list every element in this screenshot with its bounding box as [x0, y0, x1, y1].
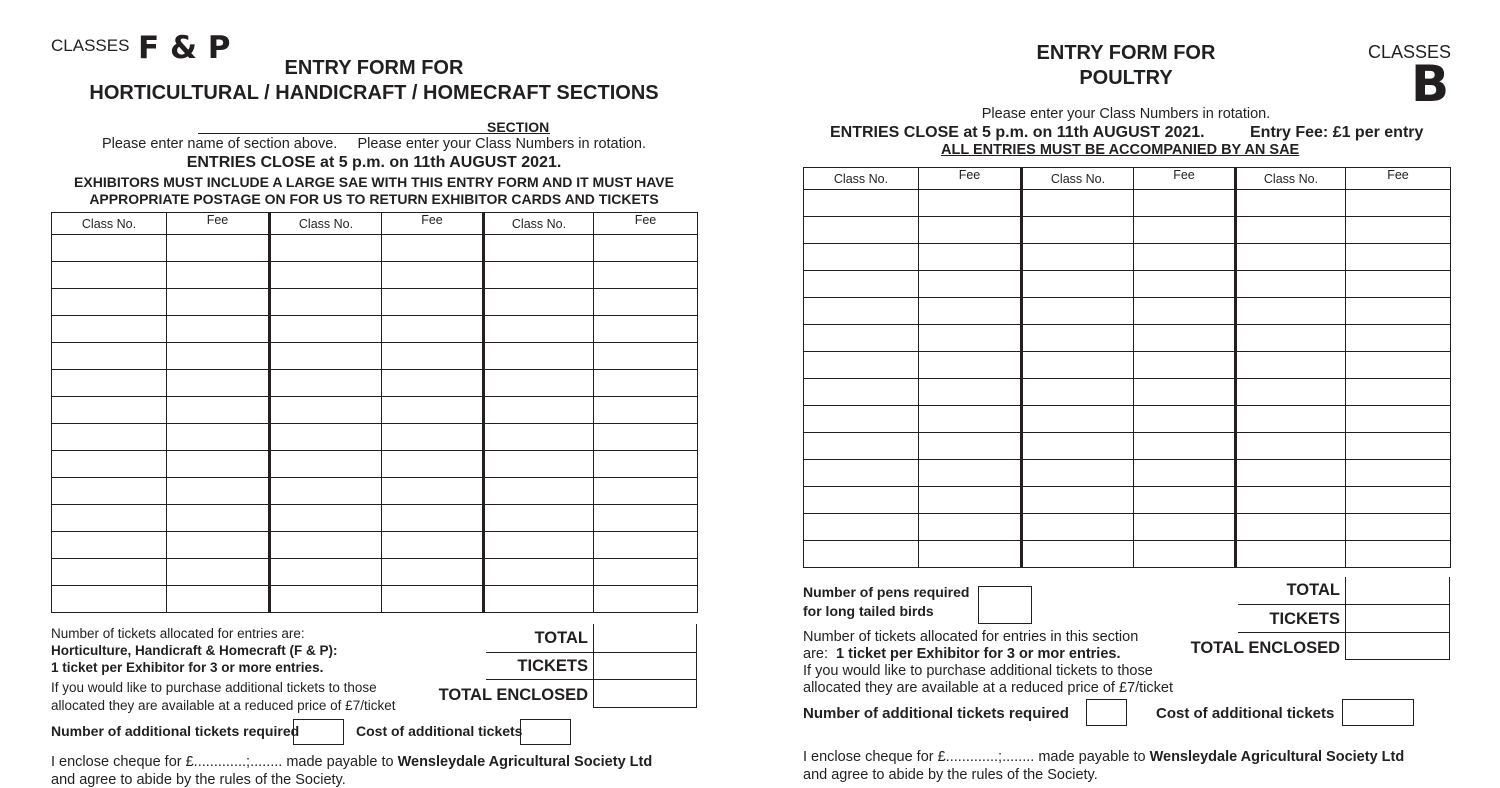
right-class-no-cell[interactable] [1022, 271, 1134, 298]
left-tickets-line3: 1 ticket per Exhibitor for 3 or more entries. [51, 660, 324, 675]
right-class-no-cell[interactable] [1236, 541, 1346, 568]
left-entries-close: ENTRIES CLOSE at 5 p.m. on 11th AUGUST 2021. [186, 154, 562, 171]
right-fee-cell[interactable] [1134, 271, 1236, 298]
right-fee-cell[interactable] [1134, 460, 1236, 487]
right-entry-row [804, 514, 1451, 541]
right-fee-cell[interactable] [919, 325, 1022, 352]
left-class-no-cell[interactable] [484, 586, 594, 613]
right-fee-cell[interactable] [1134, 433, 1236, 460]
right-entry-row [804, 190, 1451, 217]
right-entry-row [804, 244, 1451, 271]
right-entry-row [804, 433, 1451, 460]
left-entry-row [52, 235, 698, 262]
left-total-label: TOTAL [534, 629, 588, 647]
right-fee-cell[interactable] [1346, 487, 1451, 514]
right-class-no-cell[interactable] [1022, 190, 1134, 217]
left-fee-cell[interactable] [382, 235, 484, 262]
right-fee-cell[interactable] [1134, 352, 1236, 379]
right-tickets-line2-prefix: are: [803, 646, 837, 662]
left-col-fee-1: Fee [167, 213, 270, 235]
right-tickets-line1: Number of tickets allocated for entries in this section [803, 629, 1139, 645]
right-entries-table [803, 167, 1451, 568]
left-class-no-cell[interactable] [270, 262, 382, 289]
right-class-no-cell[interactable] [1022, 298, 1134, 325]
right-entry-row [804, 217, 1451, 244]
left-fee-cell[interactable] [382, 478, 484, 505]
left-tickets-line2: Horticulture, Handicraft & Homecraft (F & P): [51, 643, 338, 658]
left-col-class-no-3: Class No. [484, 213, 594, 235]
left-tickets-divider [486, 679, 594, 680]
left-class-no-cell[interactable] [270, 478, 382, 505]
right-class-no-cell[interactable] [1236, 298, 1346, 325]
pens-line2: for long tailed birds [803, 603, 934, 619]
right-entry-row [804, 271, 1451, 298]
right-cheque-line [803, 749, 1404, 765]
right-class-no-cell[interactable] [1236, 217, 1346, 244]
right-class-no-cell[interactable] [1236, 514, 1346, 541]
right-class-no-cell[interactable] [804, 487, 919, 514]
right-cost-input[interactable] [1342, 699, 1414, 726]
left-fee-cell[interactable] [382, 343, 484, 370]
right-class-no-cell[interactable] [804, 217, 919, 244]
right-class-no-cell[interactable] [804, 514, 919, 541]
left-entry-row [52, 370, 698, 397]
left-class-no-cell[interactable] [270, 586, 382, 613]
left-fee-cell[interactable] [167, 343, 270, 370]
right-fee-cell[interactable] [1134, 487, 1236, 514]
right-class-no-cell[interactable] [1236, 460, 1346, 487]
sae-line2: APPROPRIATE POSTAGE ON FOR US TO RETURN EXHIBITOR CARDS AND TICKETS [89, 191, 659, 207]
right-additional-required-label: Number of additional tickets required [803, 705, 1069, 722]
left-cost-label: Cost of additional tickets [356, 723, 523, 739]
right-class-no-cell[interactable] [1022, 406, 1134, 433]
left-title-line2: HORTICULTURAL / HANDICRAFT / HOMECRAFT SECTIONS [89, 82, 659, 104]
left-class-no-cell[interactable] [270, 451, 382, 478]
right-fee-cell[interactable] [1134, 190, 1236, 217]
right-class-no-cell[interactable] [1236, 433, 1346, 460]
left-class-no-cell[interactable] [52, 586, 167, 613]
left-class-no-cell[interactable] [270, 316, 382, 343]
right-fee-cell[interactable] [919, 244, 1022, 271]
right-purchase-line2: allocated they are available at a reduced price of £7/ticket [803, 680, 1173, 696]
left-class-no-cell[interactable] [484, 505, 594, 532]
left-fee-cell[interactable] [382, 262, 484, 289]
pens-line1: Number of pens required [803, 584, 970, 600]
left-fee-cell[interactable] [382, 586, 484, 613]
right-class-no-cell[interactable] [804, 460, 919, 487]
right-cheque-prefix: I enclose cheque for £.............;........ made payable to [803, 749, 1150, 765]
left-table-header-row [52, 213, 698, 235]
left-fee-cell[interactable] [167, 424, 270, 451]
right-col-class-no-3: Class No. [1236, 168, 1346, 190]
right-class-no-cell[interactable] [804, 271, 919, 298]
left-class-no-cell[interactable] [52, 343, 167, 370]
left-class-no-cell[interactable] [484, 424, 594, 451]
left-class-no-cell[interactable] [484, 397, 594, 424]
right-fee-cell[interactable] [919, 298, 1022, 325]
right-entry-row [804, 352, 1451, 379]
left-fee-cell[interactable] [167, 559, 270, 586]
right-fee-cell[interactable] [1346, 271, 1451, 298]
right-fee-cell[interactable] [1346, 433, 1451, 460]
left-class-no-cell[interactable] [484, 235, 594, 262]
right-title-line1: ENTRY FORM FOR [1036, 42, 1216, 64]
left-fee-cell[interactable] [167, 289, 270, 316]
left-fee-cell[interactable] [594, 370, 698, 397]
right-class-no-cell[interactable] [804, 298, 919, 325]
right-fee-cell[interactable] [919, 406, 1022, 433]
left-entry-row [52, 316, 698, 343]
left-fee-cell[interactable] [382, 289, 484, 316]
right-class-no-cell[interactable] [1022, 325, 1134, 352]
left-class-no-cell[interactable] [52, 262, 167, 289]
left-additional-required-label: Number of additional tickets required [51, 723, 300, 739]
right-total-enclosed-label: TOTAL ENCLOSED [1190, 639, 1340, 657]
left-classes-letters: F & P [138, 30, 231, 66]
right-table-header-row [804, 168, 1451, 190]
left-col-fee-3: Fee [594, 213, 698, 235]
right-tickets-divider [1238, 632, 1346, 633]
right-class-no-cell[interactable] [804, 433, 919, 460]
right-col-class-no-1: Class No. [804, 168, 919, 190]
left-fee-cell[interactable] [594, 451, 698, 478]
left-entry-row [52, 262, 698, 289]
right-class-no-cell[interactable] [804, 244, 919, 271]
right-entry-row [804, 460, 1451, 487]
left-entry-row [52, 289, 698, 316]
right-class-no-cell[interactable] [804, 541, 919, 568]
right-class-no-cell[interactable] [1236, 190, 1346, 217]
left-col-fee-2: Fee [382, 213, 484, 235]
right-fee-cell[interactable] [1346, 352, 1451, 379]
left-class-no-cell[interactable] [52, 559, 167, 586]
right-class-no-cell[interactable] [1236, 406, 1346, 433]
right-class-no-cell[interactable] [1236, 244, 1346, 271]
left-additional-tickets-input[interactable] [293, 719, 344, 745]
right-entry-row [804, 379, 1451, 406]
right-class-no-cell[interactable] [1236, 325, 1346, 352]
left-class-no-cell[interactable] [52, 532, 167, 559]
left-entry-row [52, 397, 698, 424]
right-class-no-cell[interactable] [804, 352, 919, 379]
left-entries-table [51, 212, 698, 613]
right-total-label: TOTAL [1286, 581, 1340, 599]
left-class-no-cell[interactable] [270, 370, 382, 397]
right-class-no-cell[interactable] [1236, 487, 1346, 514]
right-entry-row [804, 406, 1451, 433]
left-fee-cell[interactable] [167, 478, 270, 505]
left-class-no-cell[interactable] [52, 316, 167, 343]
right-class-no-cell[interactable] [804, 406, 919, 433]
left-fee-cell[interactable] [594, 424, 698, 451]
right-class-no-cell[interactable] [1236, 271, 1346, 298]
right-class-no-cell[interactable] [1022, 244, 1134, 271]
left-class-no-cell[interactable] [484, 316, 594, 343]
left-col-class-no-2: Class No. [270, 213, 382, 235]
right-fee-cell[interactable] [1346, 460, 1451, 487]
left-fee-cell[interactable] [167, 505, 270, 532]
left-fee-cell[interactable] [382, 505, 484, 532]
left-fee-cell[interactable] [594, 343, 698, 370]
left-class-no-cell[interactable] [484, 289, 594, 316]
left-fee-cell[interactable] [594, 586, 698, 613]
left-cheque-line [51, 754, 652, 770]
right-fee-cell[interactable] [1346, 325, 1451, 352]
left-cost-input[interactable] [520, 719, 571, 745]
left-instructions: Please enter name of section above. Please enter your Class Numbers in rotation. [101, 136, 647, 152]
left-class-no-cell[interactable] [52, 424, 167, 451]
left-total-input[interactable] [593, 624, 697, 653]
left-fee-cell[interactable] [594, 397, 698, 424]
right-fee-cell[interactable] [919, 379, 1022, 406]
right-cost-label: Cost of additional tickets [1156, 705, 1335, 722]
right-entry-fee: Entry Fee: £1 per entry [1250, 124, 1424, 141]
left-fee-cell[interactable] [594, 316, 698, 343]
left-classes-label: CLASSES [51, 36, 130, 55]
right-tickets-label: TICKETS [1269, 610, 1340, 628]
right-fee-cell[interactable] [1134, 541, 1236, 568]
left-class-no-cell[interactable] [270, 532, 382, 559]
right-tickets-line2 [803, 646, 1120, 662]
left-entry-row [52, 343, 698, 370]
left-class-no-cell[interactable] [484, 532, 594, 559]
right-col-fee-3: Fee [1346, 168, 1451, 190]
right-class-no-cell[interactable] [1022, 514, 1134, 541]
right-fee-cell[interactable] [1346, 541, 1451, 568]
left-entry-row [52, 586, 698, 613]
right-col-fee-1: Fee [919, 168, 1022, 190]
right-fee-cell[interactable] [919, 271, 1022, 298]
left-class-no-cell[interactable] [270, 505, 382, 532]
left-class-no-cell[interactable] [484, 343, 594, 370]
left-fee-cell[interactable] [382, 559, 484, 586]
right-fee-cell[interactable] [919, 352, 1022, 379]
left-fee-cell[interactable] [167, 397, 270, 424]
left-class-no-cell[interactable] [270, 235, 382, 262]
left-class-no-cell[interactable] [270, 343, 382, 370]
left-class-no-cell[interactable] [484, 559, 594, 586]
left-total-enclosed-label: TOTAL ENCLOSED [438, 686, 588, 704]
left-entry-row [52, 451, 698, 478]
right-classes-label: CLASSES [1368, 42, 1452, 62]
left-entry-row [52, 559, 698, 586]
right-fee-cell[interactable] [1346, 514, 1451, 541]
left-tickets-label: TICKETS [517, 657, 588, 675]
left-fee-cell[interactable] [594, 235, 698, 262]
sae-line1: EXHIBITORS MUST INCLUDE A LARGE SAE WITH THIS ENTRY FORM AND IT MUST HAVE [74, 174, 674, 190]
right-entries-close: ENTRIES CLOSE at 5 p.m. on 11th AUGUST 2021. [830, 124, 1205, 141]
left-total-divider [486, 652, 594, 653]
right-instructions: Please enter your Class Numbers in rotation. [981, 106, 1271, 122]
left-class-no-cell[interactable] [270, 289, 382, 316]
left-fee-cell[interactable] [382, 370, 484, 397]
right-fee-cell[interactable] [919, 217, 1022, 244]
right-entry-row [804, 487, 1451, 514]
right-fee-cell[interactable] [1346, 190, 1451, 217]
left-fee-cell[interactable] [167, 235, 270, 262]
left-tickets-line1: Number of tickets allocated for entries are: [51, 626, 305, 641]
right-fee-cell[interactable] [1134, 325, 1236, 352]
right-class-no-cell[interactable] [804, 379, 919, 406]
left-class-no-cell[interactable] [52, 451, 167, 478]
pens-required-input[interactable] [978, 586, 1032, 624]
right-col-fee-2: Fee [1134, 168, 1236, 190]
left-fee-cell[interactable] [167, 262, 270, 289]
right-additional-tickets-input[interactable] [1086, 699, 1127, 726]
left-fee-cell[interactable] [594, 262, 698, 289]
left-cheque-prefix: I enclose cheque for £.............;........ made payable to [51, 754, 398, 770]
right-fee-cell[interactable] [1346, 217, 1451, 244]
left-class-no-cell[interactable] [52, 370, 167, 397]
left-class-no-cell[interactable] [52, 478, 167, 505]
left-purchase-line2: allocated they are available at a reduced price of £7/ticket [51, 698, 396, 713]
left-col-class-no-1: Class No. [52, 213, 167, 235]
left-class-no-cell[interactable] [270, 559, 382, 586]
left-fee-cell[interactable] [594, 289, 698, 316]
right-fee-cell[interactable] [1346, 298, 1451, 325]
left-fee-cell[interactable] [594, 559, 698, 586]
left-class-no-cell[interactable] [484, 478, 594, 505]
left-class-no-cell[interactable] [270, 397, 382, 424]
left-fee-cell[interactable] [167, 451, 270, 478]
right-class-no-cell[interactable] [804, 325, 919, 352]
left-entry-row [52, 505, 698, 532]
right-fee-cell[interactable] [1134, 379, 1236, 406]
right-class-no-cell[interactable] [1022, 487, 1134, 514]
right-payee: Wensleydale Agricultural Society Ltd [1149, 749, 1405, 765]
left-fee-cell[interactable] [382, 532, 484, 559]
right-class-no-cell[interactable] [1236, 379, 1346, 406]
left-class-no-cell[interactable] [52, 505, 167, 532]
left-fee-cell[interactable] [382, 397, 484, 424]
right-class-no-cell[interactable] [804, 190, 919, 217]
right-fee-cell[interactable] [919, 190, 1022, 217]
right-entry-row [804, 298, 1451, 325]
right-fee-cell[interactable] [919, 514, 1022, 541]
right-fee-cell[interactable] [1134, 217, 1236, 244]
left-fee-cell[interactable] [167, 532, 270, 559]
right-classes-letter: B [1411, 55, 1450, 113]
left-class-no-cell[interactable] [52, 289, 167, 316]
left-fee-cell[interactable] [167, 586, 270, 613]
right-col-class-no-2: Class No. [1022, 168, 1134, 190]
right-class-no-cell[interactable] [1022, 217, 1134, 244]
right-total-divider [1238, 604, 1346, 605]
right-entry-row [804, 325, 1451, 352]
right-fee-cell[interactable] [919, 460, 1022, 487]
left-fee-cell[interactable] [167, 370, 270, 397]
right-total-enclosed-input[interactable] [1345, 632, 1450, 660]
left-entry-row [52, 478, 698, 505]
section-label: SECTION [487, 119, 550, 135]
right-fee-cell[interactable] [1346, 379, 1451, 406]
right-entry-row [804, 541, 1451, 568]
right-purchase-line1: If you would like to purchase additional tickets to those [803, 663, 1153, 679]
left-title-line1: ENTRY FORM FOR [284, 57, 464, 79]
left-class-no-cell[interactable] [484, 451, 594, 478]
right-class-no-cell[interactable] [1236, 352, 1346, 379]
right-tickets-line2-bold: 1 ticket per Exhibitor for 3 or mor entries. [836, 646, 1121, 662]
right-class-no-cell[interactable] [1022, 541, 1134, 568]
left-fee-cell[interactable] [594, 505, 698, 532]
right-fee-cell[interactable] [1134, 406, 1236, 433]
right-class-no-cell[interactable] [1022, 352, 1134, 379]
left-class-no-cell[interactable] [484, 370, 594, 397]
right-class-no-cell[interactable] [1022, 460, 1134, 487]
right-fee-cell[interactable] [1346, 244, 1451, 271]
right-total-input[interactable] [1345, 577, 1450, 605]
left-class-no-cell[interactable] [52, 397, 167, 424]
left-payee: Wensleydale Agricultural Society Ltd [397, 754, 653, 770]
left-tickets-input[interactable] [593, 652, 697, 680]
right-fee-cell[interactable] [919, 487, 1022, 514]
left-total-enclosed-input[interactable] [593, 679, 697, 708]
right-fee-cell[interactable] [1134, 298, 1236, 325]
left-fee-cell[interactable] [382, 316, 484, 343]
right-fee-cell[interactable] [919, 433, 1022, 460]
left-purchase-line1: If you would like to purchase additional tickets to those [51, 680, 377, 695]
left-fee-cell[interactable] [167, 316, 270, 343]
left-fee-cell[interactable] [594, 478, 698, 505]
left-entry-row [52, 532, 698, 559]
right-title-line2: POULTRY [1079, 67, 1173, 89]
left-class-no-cell[interactable] [484, 262, 594, 289]
right-fee-cell[interactable] [1346, 406, 1451, 433]
left-class-no-cell[interactable] [270, 424, 382, 451]
right-tickets-input[interactable] [1345, 604, 1450, 633]
right-class-no-cell[interactable] [1022, 379, 1134, 406]
left-rules-line: and agree to abide by the rules of the Society. [51, 772, 346, 788]
left-fee-cell[interactable] [382, 424, 484, 451]
right-fee-cell[interactable] [1134, 244, 1236, 271]
left-fee-cell[interactable] [382, 451, 484, 478]
right-fee-cell[interactable] [1134, 514, 1236, 541]
right-fee-cell[interactable] [919, 541, 1022, 568]
left-fee-cell[interactable] [594, 532, 698, 559]
left-class-no-cell[interactable] [52, 235, 167, 262]
right-class-no-cell[interactable] [1022, 433, 1134, 460]
right-sae-notice: ALL ENTRIES MUST BE ACCOMPANIED BY AN SAE [941, 142, 1300, 158]
left-entry-row [52, 424, 698, 451]
right-rules-line: and agree to abide by the rules of the Society. [803, 767, 1098, 783]
